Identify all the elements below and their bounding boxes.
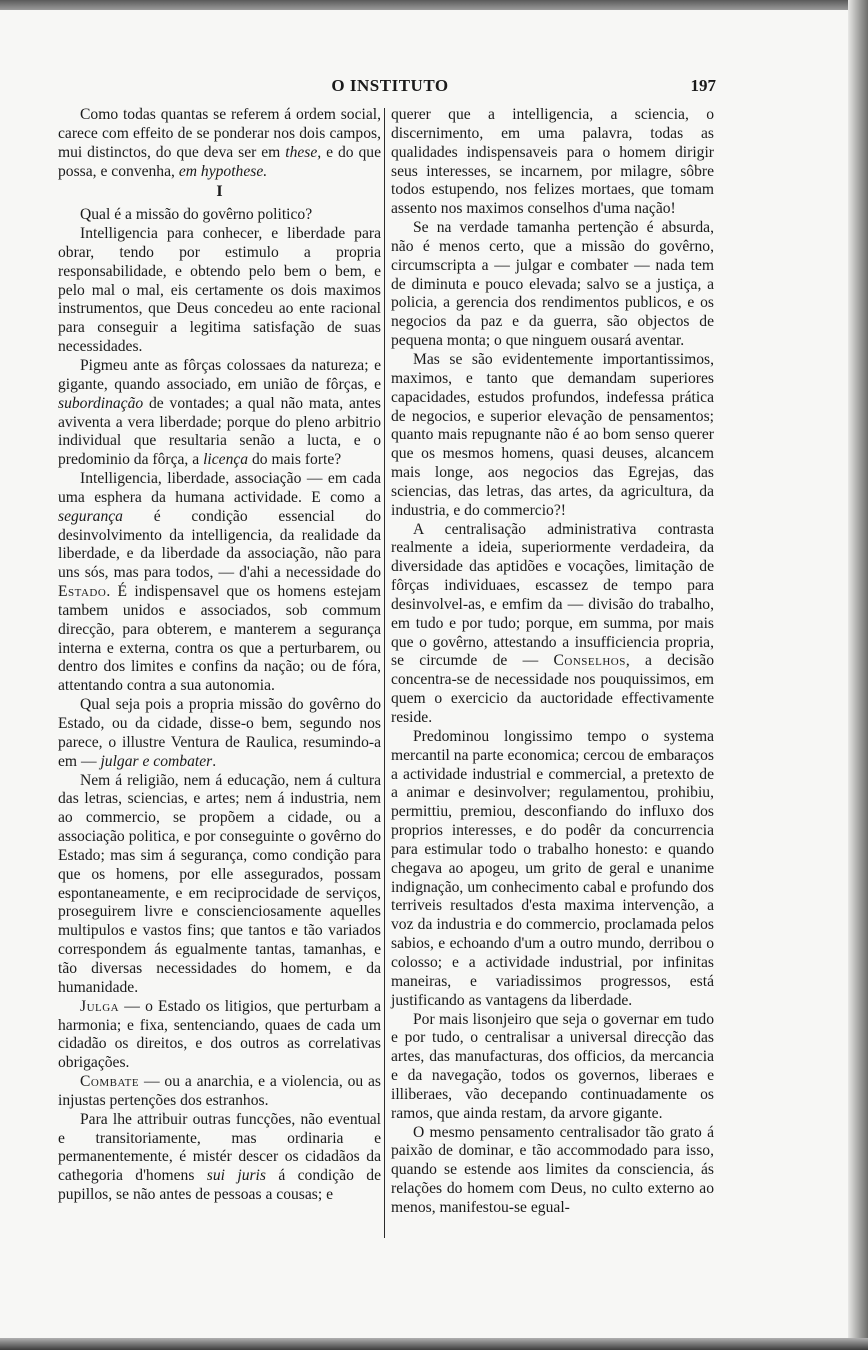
paragraph: Pigmeu ante as fôrças colossaes da natureza; e gigante, quando associado, em união de fôrças, e subordinação de vontades; a qual não mata, antes aviventa a vera liberdade; porque do pleno arbitrio individual que resultaria senão a lucta, e o predominio da fôrça, a licença do mais forte? [58, 356, 381, 469]
paragraph: Para lhe attribuir outras funcções, não eventual e transitoriamente, mas ordinaria e permanentemente, é mistér descer os cidadãos da cathegoria d'homens sui juris á condição de pupillos, se não antes de pessoas a cousas; e [58, 1110, 381, 1204]
paragraph: Intelligencia para conhecer, e liberdade para obrar, tendo por estimulo a propria responsabilidade, e obtendo pelo bem o bem, e pelo mal o mal, eis certamente os dois maximos instrumentos, que Deus concedeu ao ente racional para conseguir a legitima satisfação de suas necessidades. [58, 225, 381, 356]
book-spine-edge [848, 0, 868, 1350]
paragraph: Qual seja pois a propria missão do govêrno do Estado, ou da cidade, disse-o bem, segundo nos parece, o illustre Ventura de Raulica, resumindo-a em — julgar e combater. [58, 696, 381, 770]
paragraph: querer que a intelligencia, a sciencia, o discernimento, em uma palavra, todas as qualidades indispensaveis para o homem dirigir seus interesses, se incarnem, por milagre, sôbre todos estupendo, nos felizes mortaes, que tomam assento nos maximos conselhos d'uma nação! [391, 106, 714, 218]
paragraph: Intelligencia, liberdade, associação — em cada uma esphera da humana actividade. E como a segurança é condição essencial do desinvolvimento da intelligencia, da realidade da liberdade, e da liberdade da associação, não para uns sós, mas para todos, — d'ahi a necessidade do Estado. É indispensavel que os homens estejam tambem unidos e associados, sob commum direcção, para obterem, e manterem a segurança interna e externa, contra os que a perturbarem, ou dentro dos limites e confins da nação; ou de fóra, attentando contra a sua autonomia. [58, 470, 381, 695]
section-heading: I [216, 183, 223, 201]
paragraph: Combate — ou a anarchia, e a violencia, ou as injustas pertenções dos estranhos. [58, 1073, 381, 1109]
paragraph: Como todas quantas se referem á ordem social, carece com effeito de se ponderar nos dois campos, mui distinctos, do que deva ser em these, e do que possa, e convenha, em hypothese. [58, 106, 382, 180]
paragraph: Nem á religião, nem á educação, nem á cultura das letras, sciencias, e artes; nem á industria, nem ao commercio, se propõem a cidade, ou a associação politica, e por conseguinte o govêrno do Estado; mas sim á segurança, como condição para que os homens, por elle assegurados, possam espontaneamente, e em reciprocidade de serviços, proseguirem livre e conscienciosamente aquelles multipulos e vastos fins; que tantos e tão variados correspondem ás egualmente tantas, tamanhas, e tão diversas necessidades do homem, e da humanidade. [58, 771, 381, 996]
paragraph: Predominou longissimo tempo o systema mercantil na parte economica; cercou de embaraços a actividade industrial e commercial, a pretexto de a animar e desinvolver; regulamentou, prohibiu, permittiu, premiou, desconfiando do influxo dos proprios interesses, e do podêr da concurrencia para estimular todo o trabalho honesto: e quando chegava ao apogeu, um grito de geral e unanime indignação, um conhecimento cabal e profundo dos terriveis resultados d'esta maxima intervenção, a voz da industria e do commercio, proclamada pelos sabios, e echoando d'um a outro mundo, derribou o colosso; e a actividade industrial, por infinitas maneiras, e variadissimos progressos, está justificando as vantagens da liberdade. [391, 727, 714, 1009]
paragraph: Qual é a missão do govêrno politico? [80, 206, 313, 224]
paragraph: A centralisação administrativa contrasta realmente a ideia, superiormente verdadeira, da diversidade das aptidões e vocações, limitação de fôrças individuaes, escassez de tempo para desinvolvel-as, e emfim da — divisão do trabalho, em tudo e por tudo; porque, em summa, por mais que o govêrno, attestando a insufficiencia propria, se circumde de — Conselhos, a decisão concentra-se de necessidade nos pouquissimos, em quem o exercicio da auctoridade effectivamente reside. [391, 520, 714, 726]
paragraph: Por mais lisonjeiro que seja o governar em tudo e por tudo, o centralisar a universal direcção das artes, das manufacturas, dos officios, da mercancia e da navegação, todos os governos, liberaes e illiberaes, vão decepando continuadamente os ramos, que ainda restam, da arvore gigante. [391, 1010, 714, 1122]
running-head [58, 76, 722, 98]
column-rule [384, 108, 385, 1238]
journal-title: O INSTITUTO [331, 76, 449, 95]
paragraph: Mas se são evidentemente importantissimos, maximos, e tanto que demandam superiores capacidades, estudos profundos, indefessa prática de negocios, e superior elevação de pensamentos; quanto mais repugnante não é ao bom senso querer que os mesmos homens, quasi deuses, alcancem mais longe, aos negocios das Egrejas, das sciencias, das letras, das artes, da agricultura, da industria, e do commercio?! [391, 350, 714, 519]
right-column [391, 106, 714, 1218]
paragraph: Se na verdade tamanha pertenção é absurda, não é menos certo, que a missão do govêrno, circumscripta a — julgar e combater — nada tem de diminuta e pouco elevada; salvo se a justiça, a policia, a gerencia dos rendimentos publicos, e os negocios da paz e da guerra, são objectos de pequena monta; o que ninguem ousará aventar. [391, 219, 714, 350]
paragraph: Julga — o Estado os litigios, que perturbam a harmonia; e fixa, sentenciando, quaes de cada um cidadão os direitos, e dos outros as correlativas obrigações. [58, 997, 381, 1072]
scan-top-border [0, 0, 868, 10]
scan-bottom-border [0, 1338, 868, 1350]
paragraph: O mesmo pensamento centralisador tão grato á paixão de dominar, e tão accommodado para isso, quando se estende aos limites da consciencia, ás relações do homem com Deus, no culto externo ao menos, manifestou-se egual- [391, 1123, 714, 1216]
left-column [58, 106, 381, 1205]
page-number: 197 [690, 76, 716, 95]
